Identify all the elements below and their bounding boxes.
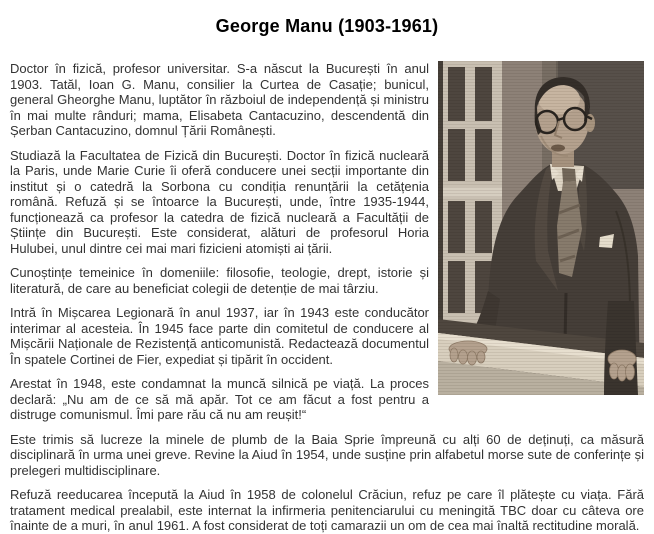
paragraph-political-activity: Intră în Mișcarea Legionară în anul 1937, iar în 1943 este conducător interimar al acesteia. În 1945 face parte din comitetul de conducere al Mișcării Naționale de Rezistență anticomunistă. Redactează documentul În spatele Cortinei de Fier, expediat și tipărit în occident. xyxy=(10,305,429,367)
window-sill xyxy=(443,187,502,197)
left-hand xyxy=(449,341,487,365)
paragraph-knowledge: Cunoștințe temeinice în domeniile: filosofie, teologie, drept, istorie și literatură, de care au beneficiat colegii de detenție de mai târziu. xyxy=(10,265,429,296)
paragraph-death: Refuză reeducarea începută la Aiud în 1958 de colonelul Crăciun, refuz pe care îl plătește cu viața. Fără tratament medical prealabil, este internat la infirmeria penitenciarului cu meningită TBC doar cu câteva ore înainte de a muri, în anul 1961. A fost considerat de toți camarazii un om de cea mai înaltă rectitudine morală. xyxy=(10,487,644,533)
paragraph-studies-career: Studiază la Facultatea de Fizică din București. Doctor în fizică nucleară la Paris, unde Marie Curie îi oferă conducere unei secții importante din institut și o catedră la Sorbona cu condiția renunțării la cetățenia română. Refuză și se întoarce la București, unde, între 1935-1944, funcționează ca profesor la catedra de fizică nucleară a Facultății de Științe din București. Este considerat, alături de profesorul Horia Hulubei, unul dintre cei mai mari fizicieni atomiști ai țării. xyxy=(10,147,429,256)
paragraph-arrest-trial: Arestat în 1948, este condamnat la muncă silnică pe viață. La proces declară: „Nu am de ce să mă apăr. Tot ce am făcut a fost pentru a distruge comunismul. Îmi pare rău că nu am reușit!“ xyxy=(10,376,429,422)
paragraph-prison-labor: Este trimis să lucreze la minele de plumb de la Baia Sprie împreună cu alți 60 de deținuți, ca măsură disciplinară în urma unei greve. Revine la Aiud în 1954, unde susține prin alfabetul morse sute de conferințe și prelegeri multidisciplinare. xyxy=(10,431,644,478)
tie-knot xyxy=(562,168,576,182)
paragraph-biography-origin: Doctor în fizică, profesor universitar. S-a născut la București în anul 1903. Tatăl, Ioan G. Manu, consilier la Curtea de Casație; bunicul, general Gheorghe Manu, luptător în războiul de independență și ministru în mai multe rânduri; mama, Elisabeta Cantacuzino, descendentă din Șerban Cantacuzino, domnul Țării Românești. xyxy=(10,61,429,138)
portrait-illustration xyxy=(438,61,644,395)
article-body xyxy=(10,61,644,534)
right-hand xyxy=(608,350,636,381)
portrait-photo xyxy=(438,61,644,395)
page-title: George Manu (1903-1961) xyxy=(215,16,439,36)
